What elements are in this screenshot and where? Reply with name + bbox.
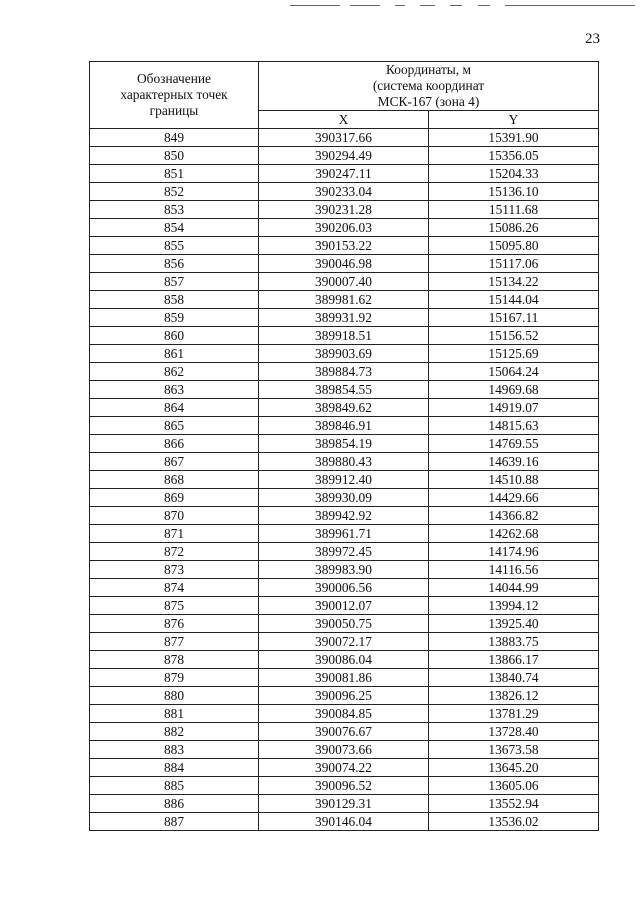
cell-y: 15167.11 <box>429 309 599 327</box>
cell-x: 390073.66 <box>259 741 429 759</box>
top-rule-segment <box>290 5 340 6</box>
cell-y: 14116.56 <box>429 561 599 579</box>
cell-x: 390046.98 <box>259 255 429 273</box>
table-row <box>90 237 599 255</box>
coordinates-table <box>89 61 599 831</box>
cell-x: 389880.43 <box>259 453 429 471</box>
cell-x: 390096.52 <box>259 777 429 795</box>
cell-point: 852 <box>90 183 259 201</box>
table-row <box>90 669 599 687</box>
table-row <box>90 813 599 831</box>
cell-y: 14429.66 <box>429 489 599 507</box>
cell-y: 13925.40 <box>429 615 599 633</box>
table-row <box>90 651 599 669</box>
cell-y: 13781.29 <box>429 705 599 723</box>
cell-x: 389849.62 <box>259 399 429 417</box>
cell-y: 13866.17 <box>429 651 599 669</box>
cell-point: 869 <box>90 489 259 507</box>
cell-x: 389972.45 <box>259 543 429 561</box>
table-row <box>90 147 599 165</box>
cell-y: 13883.75 <box>429 633 599 651</box>
cell-y: 13552.94 <box>429 795 599 813</box>
header-coords-line2: (система координат <box>372 78 485 93</box>
table-row <box>90 399 599 417</box>
cell-x: 390231.28 <box>259 201 429 219</box>
cell-point: 878 <box>90 651 259 669</box>
top-rule-segment <box>450 5 462 6</box>
cell-point: 861 <box>90 345 259 363</box>
cell-y: 15391.90 <box>429 129 599 147</box>
cell-y: 15356.05 <box>429 147 599 165</box>
top-rule-segment <box>350 5 380 6</box>
cell-point: 866 <box>90 435 259 453</box>
cell-point: 853 <box>90 201 259 219</box>
cell-y: 13728.40 <box>429 723 599 741</box>
cell-point: 854 <box>90 219 259 237</box>
table-row <box>90 219 599 237</box>
cell-x: 390096.25 <box>259 687 429 705</box>
cell-x: 390084.85 <box>259 705 429 723</box>
cell-y: 15134.22 <box>429 273 599 291</box>
cell-y: 14769.55 <box>429 435 599 453</box>
cell-y: 15064.24 <box>429 363 599 381</box>
table-row <box>90 579 599 597</box>
cell-y: 13673.58 <box>429 741 599 759</box>
header-coords-line1: Координаты, м <box>386 62 471 77</box>
header-y: Y <box>429 111 599 129</box>
header-coordinates <box>259 62 599 111</box>
cell-x: 390146.04 <box>259 813 429 831</box>
cell-point: 885 <box>90 777 259 795</box>
cell-point: 862 <box>90 363 259 381</box>
cell-x: 390050.75 <box>259 615 429 633</box>
cell-y: 14919.07 <box>429 399 599 417</box>
top-rule-segment <box>420 5 435 6</box>
cell-point: 865 <box>90 417 259 435</box>
table-row <box>90 453 599 471</box>
cell-x: 389846.91 <box>259 417 429 435</box>
table-row <box>90 795 599 813</box>
table-row <box>90 489 599 507</box>
cell-y: 15136.10 <box>429 183 599 201</box>
table-row <box>90 633 599 651</box>
cell-y: 13826.12 <box>429 687 599 705</box>
table-row <box>90 345 599 363</box>
cell-point: 883 <box>90 741 259 759</box>
cell-x: 389981.62 <box>259 291 429 309</box>
cell-y: 15156.52 <box>429 327 599 345</box>
table-row <box>90 543 599 561</box>
cell-point: 874 <box>90 579 259 597</box>
table-row <box>90 507 599 525</box>
cell-y: 14044.99 <box>429 579 599 597</box>
table-row <box>90 597 599 615</box>
cell-point: 856 <box>90 255 259 273</box>
cell-x: 389930.09 <box>259 489 429 507</box>
cell-y: 15204.33 <box>429 165 599 183</box>
table-body <box>90 129 599 831</box>
cell-y: 13645.20 <box>429 759 599 777</box>
cell-x: 389903.69 <box>259 345 429 363</box>
table-row <box>90 741 599 759</box>
header-x: X <box>259 111 429 129</box>
cell-x: 390317.66 <box>259 129 429 147</box>
cell-point: 875 <box>90 597 259 615</box>
cell-x: 390076.67 <box>259 723 429 741</box>
cell-y: 13536.02 <box>429 813 599 831</box>
cell-point: 876 <box>90 615 259 633</box>
cell-y: 13840.74 <box>429 669 599 687</box>
cell-point: 872 <box>90 543 259 561</box>
cell-y: 13605.06 <box>429 777 599 795</box>
cell-x: 390294.49 <box>259 147 429 165</box>
cell-point: 873 <box>90 561 259 579</box>
table-row <box>90 255 599 273</box>
cell-x: 390074.22 <box>259 759 429 777</box>
cell-y: 15086.26 <box>429 219 599 237</box>
cell-x: 389983.90 <box>259 561 429 579</box>
top-rule-segment <box>395 5 405 6</box>
cell-x: 390086.04 <box>259 651 429 669</box>
top-rule-segment <box>478 5 490 6</box>
table-row <box>90 561 599 579</box>
cell-point: 871 <box>90 525 259 543</box>
cell-point: 881 <box>90 705 259 723</box>
table-row <box>90 129 599 147</box>
cell-point: 859 <box>90 309 259 327</box>
cell-x: 390206.03 <box>259 219 429 237</box>
table-row <box>90 363 599 381</box>
cell-y: 14174.96 <box>429 543 599 561</box>
table-row <box>90 687 599 705</box>
cell-x: 390153.22 <box>259 237 429 255</box>
cell-point: 877 <box>90 633 259 651</box>
cell-x: 389942.92 <box>259 507 429 525</box>
cell-point: 884 <box>90 759 259 777</box>
table-row <box>90 759 599 777</box>
table-row <box>90 273 599 291</box>
header-point-text: Обозначение характерных точек границы <box>120 71 228 118</box>
cell-y: 15111.68 <box>429 201 599 219</box>
cell-point: 880 <box>90 687 259 705</box>
cell-point: 849 <box>90 129 259 147</box>
table-row <box>90 327 599 345</box>
cell-y: 14366.82 <box>429 507 599 525</box>
table-row <box>90 615 599 633</box>
cell-y: 15144.04 <box>429 291 599 309</box>
page-number: 23 <box>585 31 600 47</box>
table-row <box>90 201 599 219</box>
table-row <box>90 291 599 309</box>
table-row <box>90 381 599 399</box>
table-row <box>90 309 599 327</box>
cell-point: 863 <box>90 381 259 399</box>
table-row <box>90 435 599 453</box>
cell-x: 389931.92 <box>259 309 429 327</box>
cell-y: 13994.12 <box>429 597 599 615</box>
cell-y: 14815.63 <box>429 417 599 435</box>
cell-x: 389961.71 <box>259 525 429 543</box>
table-row <box>90 471 599 489</box>
table-row <box>90 165 599 183</box>
cell-x: 390129.31 <box>259 795 429 813</box>
cell-point: 882 <box>90 723 259 741</box>
cell-point: 850 <box>90 147 259 165</box>
header-point-designation <box>90 62 259 129</box>
cell-x: 389912.40 <box>259 471 429 489</box>
cell-x: 389854.55 <box>259 381 429 399</box>
cell-x: 390007.40 <box>259 273 429 291</box>
table-row <box>90 723 599 741</box>
cell-point: 855 <box>90 237 259 255</box>
table-row <box>90 183 599 201</box>
top-rule-segment <box>505 5 635 6</box>
cell-y: 15117.06 <box>429 255 599 273</box>
cell-point: 868 <box>90 471 259 489</box>
header-coords-line3: МСК-167 (зона 4) <box>377 94 480 109</box>
cell-x: 390233.04 <box>259 183 429 201</box>
cell-x: 390081.86 <box>259 669 429 687</box>
table-row <box>90 525 599 543</box>
cell-x: 389918.51 <box>259 327 429 345</box>
cell-y: 14510.88 <box>429 471 599 489</box>
cell-y: 14969.68 <box>429 381 599 399</box>
cell-point: 867 <box>90 453 259 471</box>
cell-x: 390012.07 <box>259 597 429 615</box>
cell-point: 864 <box>90 399 259 417</box>
table-header <box>90 62 599 129</box>
cell-x: 390006.56 <box>259 579 429 597</box>
table-row <box>90 705 599 723</box>
cell-point: 879 <box>90 669 259 687</box>
cell-point: 860 <box>90 327 259 345</box>
cell-point: 886 <box>90 795 259 813</box>
table-row <box>90 417 599 435</box>
cell-point: 858 <box>90 291 259 309</box>
cell-x: 389884.73 <box>259 363 429 381</box>
cell-y: 14262.68 <box>429 525 599 543</box>
cell-y: 14639.16 <box>429 453 599 471</box>
cell-y: 15095.80 <box>429 237 599 255</box>
cell-x: 389854.19 <box>259 435 429 453</box>
cell-point: 857 <box>90 273 259 291</box>
cell-x: 390247.11 <box>259 165 429 183</box>
cell-point: 870 <box>90 507 259 525</box>
cell-point: 887 <box>90 813 259 831</box>
cell-y: 15125.69 <box>429 345 599 363</box>
cell-x: 390072.17 <box>259 633 429 651</box>
cell-point: 851 <box>90 165 259 183</box>
table-row <box>90 777 599 795</box>
